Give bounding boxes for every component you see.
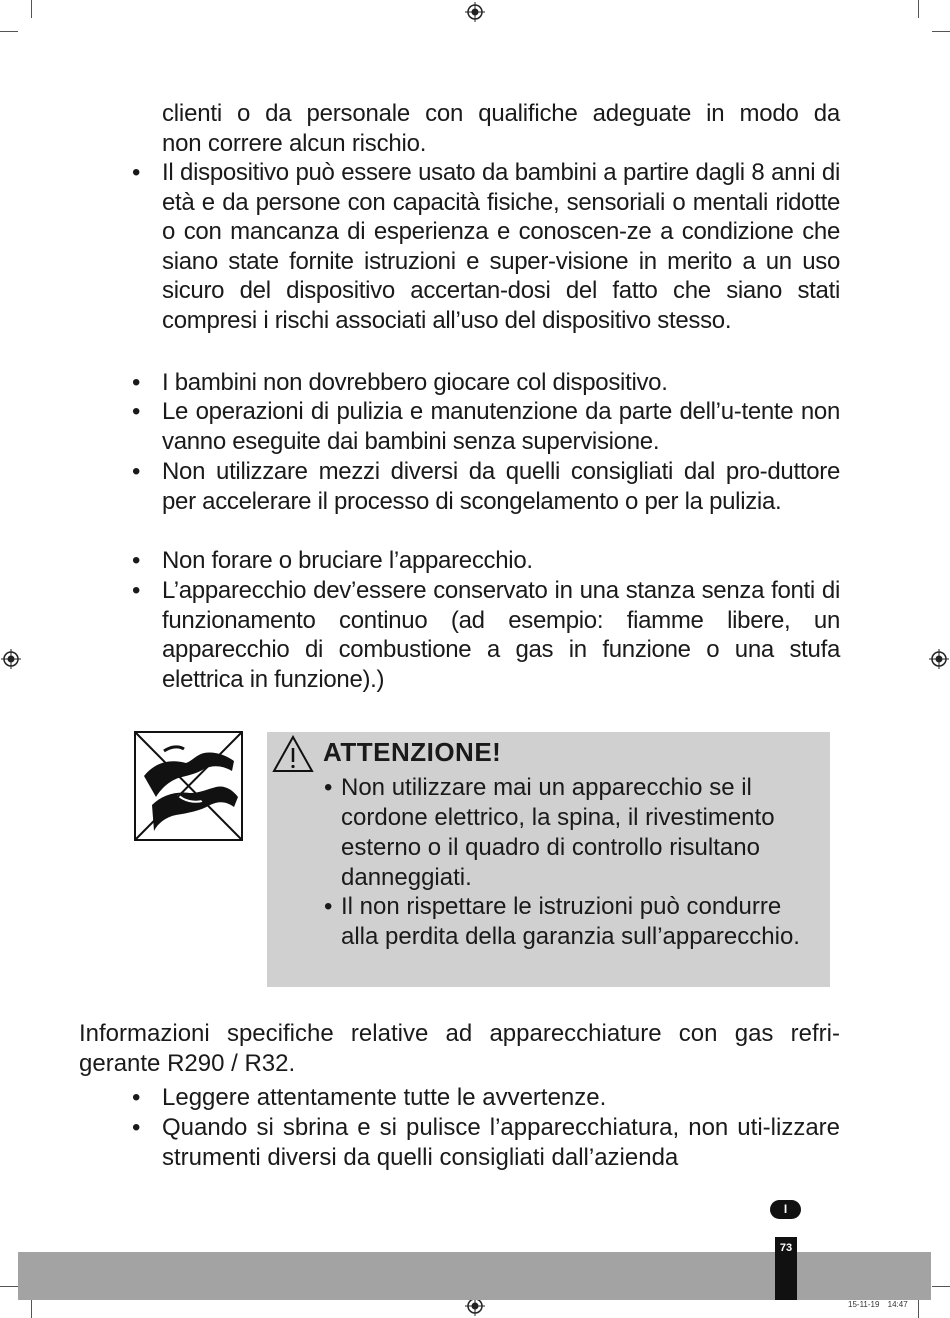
continuation-paragraph bbox=[162, 99, 840, 159]
list-item bbox=[132, 546, 840, 576]
bullet-dot: • bbox=[132, 547, 141, 574]
bullet-dot: • bbox=[132, 369, 141, 396]
print-timestamp: 15-11-19 14:47 bbox=[848, 1300, 908, 1309]
crop-mark bbox=[918, 1300, 919, 1318]
no-wet-hands-icon bbox=[134, 731, 243, 841]
list-item bbox=[132, 457, 840, 516]
crop-mark bbox=[932, 1286, 950, 1287]
list-item bbox=[132, 158, 840, 336]
warning-triangle-icon bbox=[272, 735, 314, 773]
list-item-text: Non utilizzare mezzi diversi da quelli consigliati dal pro-duttore per accelerare il processo di scongelamento o per la pulizia. bbox=[162, 458, 840, 515]
crop-mark bbox=[918, 0, 919, 18]
list-item-text: Il dispositivo può essere usato da bambini a partire dagli 8 anni di età e da persone con capacità fisiche, sensoriali o mentali ridotte o con mancanza di esperienza e conoscen-ze a condizione che siano state fornite istruzioni e super-visione in merito a un uso sicuro del dispositivo accertan-dosi del fatto che siano stati compresi i rischi associati all’uso del dispositivo stesso. bbox=[162, 159, 840, 334]
registration-mark-icon bbox=[1, 649, 21, 669]
crop-mark bbox=[932, 31, 950, 32]
warning-item-text: Il non rispettare le istruzioni può condurre alla perdita della garanzia sull’apparecchio. bbox=[341, 893, 800, 950]
bullet-dot: • bbox=[132, 398, 141, 425]
crop-mark bbox=[0, 1286, 18, 1287]
bullet-dot: • bbox=[132, 577, 141, 604]
bullet-dot: • bbox=[324, 893, 333, 920]
page-number: 73 bbox=[775, 1237, 797, 1300]
list-item bbox=[132, 1113, 840, 1172]
bullet-dot: • bbox=[132, 1084, 141, 1111]
list-item-text: Non forare o bruciare l’apparecchio. bbox=[162, 547, 533, 574]
bullet-dot: • bbox=[132, 458, 141, 485]
warning-item bbox=[324, 773, 811, 893]
list-item bbox=[132, 368, 840, 398]
list-item-text: Le operazioni di pulizia e manutenzione da parte dell’u-tente non vanno eseguite dai bambini senza supervisione. bbox=[162, 398, 840, 455]
list-item-text: Quando si sbrina e si pulisce l’apparecchiatura, non uti-lizzare strumenti diversi da quelli consigliati dall’azienda bbox=[162, 1114, 840, 1171]
list-item bbox=[132, 576, 840, 694]
list-item bbox=[132, 397, 840, 456]
crop-mark bbox=[31, 1300, 32, 1318]
continuation-line: clienti o da personale con qualifiche adeguate in modo da bbox=[162, 100, 840, 127]
bullet-dot: • bbox=[132, 1114, 141, 1141]
list-item bbox=[132, 1083, 840, 1113]
warning-title: ATTENZIONE! bbox=[323, 737, 502, 767]
list-item-text: Leggere attentamente tutte le avvertenze. bbox=[162, 1084, 607, 1111]
bullet-dot: • bbox=[132, 159, 141, 186]
refrigerant-intro: Informazioni specifiche relative ad apparecchiature con gas refri-gerante R290 / R32. bbox=[79, 1020, 840, 1077]
registration-mark-icon bbox=[465, 2, 485, 22]
list-item-text: L’apparecchio dev’essere conservato in una stanza senza fonti di funzionamento continuo (ad esempio: fiamme libere, un apparecchio di combustione a gas in funzione o una stufa elettrica in funzione).) bbox=[162, 577, 840, 693]
crop-mark bbox=[0, 31, 18, 32]
registration-mark-icon bbox=[929, 649, 949, 669]
warning-item-text: Non utilizzare mai un apparecchio se il cordone elettrico, la spina, il rivestimento esterno o il quadro di controllo risultano danneggiati. bbox=[341, 774, 775, 891]
continuation-line: non correre alcun rischio. bbox=[162, 130, 427, 157]
list-item-text: I bambini non dovrebbero giocare col dispositivo. bbox=[162, 369, 668, 396]
bullet-dot: • bbox=[324, 774, 333, 801]
language-badge: I bbox=[770, 1200, 801, 1219]
crop-mark bbox=[31, 0, 32, 18]
warning-item bbox=[324, 892, 811, 952]
